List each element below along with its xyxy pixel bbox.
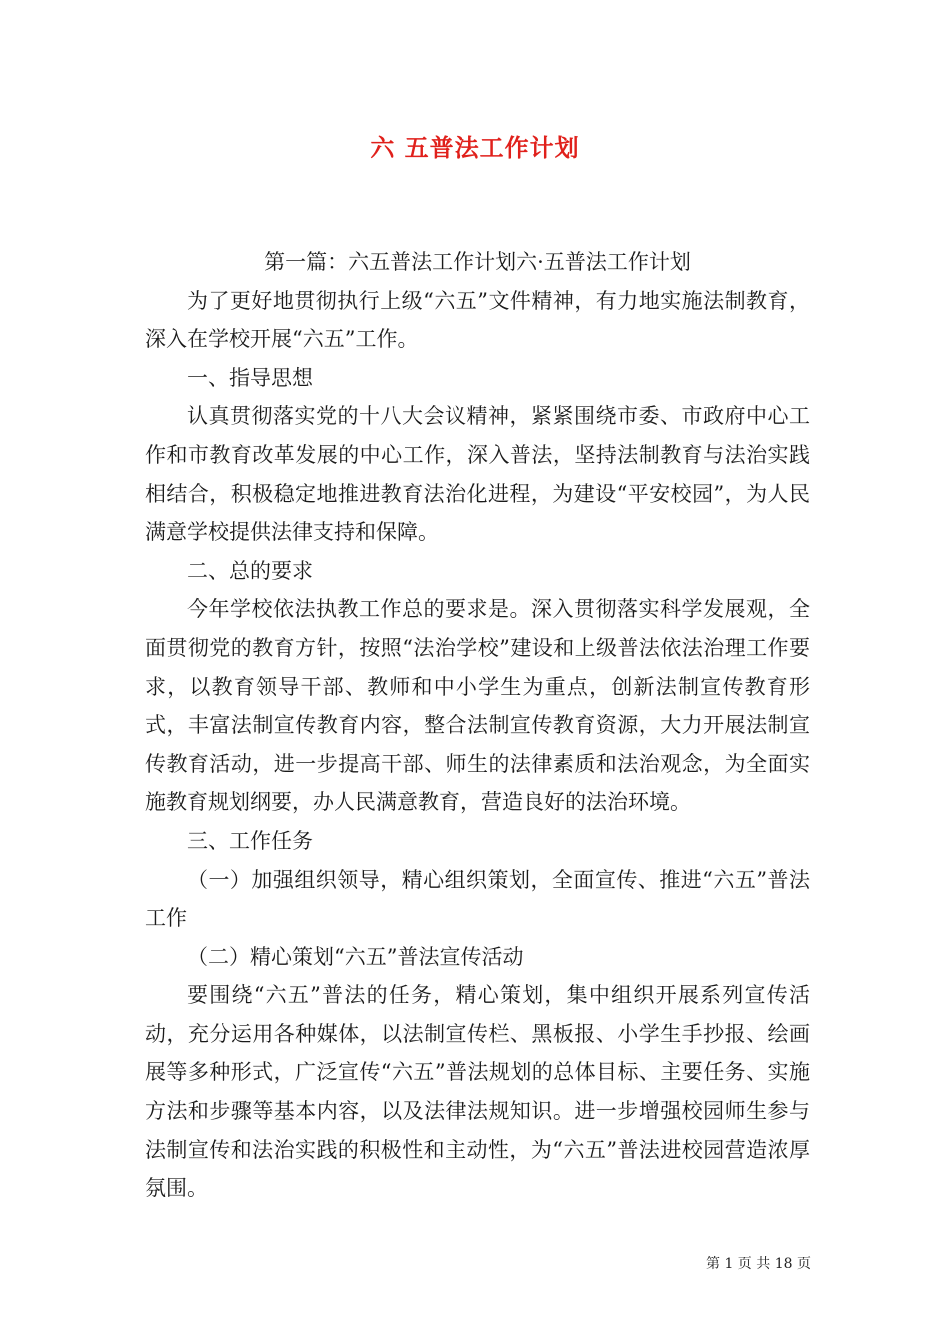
subheading-task-2: （二）精心策划“六五”普法宣传活动 xyxy=(187,944,524,969)
document-title: 六 五普法工作计划 xyxy=(370,134,580,162)
page-number: 第 1 页 共 18 页 xyxy=(706,1256,811,1272)
intro-paragraph: 为了更好地贯彻执行上级“六五”文件精神，有力地实施法制教育，深入在学校开展“六五”工作。 xyxy=(145,288,810,352)
paragraph-general-requirements: 今年学校依法执教工作总的要求是。深入贯彻落实科学发展观，全面贯彻党的教育方针，按照“法治学校”建设和上级普法依法治理工作要求，以教育领导干部、教师和中小学生为重点，创新法制宣传教育形式，丰富法制宣传教育内容，整合法制宣传教育资源，大力开展法制宣传教育活动，进一步提高干部、师生的法律素质和法治观念，为全面实施教育规划纲要，办人民满意教育，营造良好的法治环境。 xyxy=(145,597,810,815)
section-heading: 第一篇：六五普法工作计划六·五普法工作计划 xyxy=(264,250,691,274)
paragraph-guiding-ideology: 认真贯彻落实党的十八大会议精神，紧紧围绕市委、市政府中心工作和市教育改革发展的中心工作，深入普法，坚持法制教育与法治实践相结合，积极稳定地推进教育法治化进程，为建设“平安校园”，为人民满意学校提供法律支持和保障。 xyxy=(145,404,810,545)
document-body xyxy=(145,243,810,1208)
heading-work-tasks: 三、工作任务 xyxy=(187,828,313,853)
subheading-task-1: （一）加强组织领导，精心组织策划，全面宣传、推进“六五”普法工作 xyxy=(145,867,810,931)
heading-guiding-ideology: 一、指导思想 xyxy=(187,365,313,390)
heading-general-requirements: 二、总的要求 xyxy=(187,558,313,583)
paragraph-task-2: 要围绕“六五”普法的任务，精心策划，集中组织开展系列宣传活动，充分运用各种媒体，以法制宣传栏、黑板报、小学生手抄报、绘画展等多种形式，广泛宣传“六五”普法规划的总体目标、主要任务、实施方法和步骤等基本内容，以及法律法规知识。进一步增强校园师生参与法制宣传和法治实践的积极性和主动性，为“六五”普法进校园营造浓厚氛围。 xyxy=(145,983,810,1201)
